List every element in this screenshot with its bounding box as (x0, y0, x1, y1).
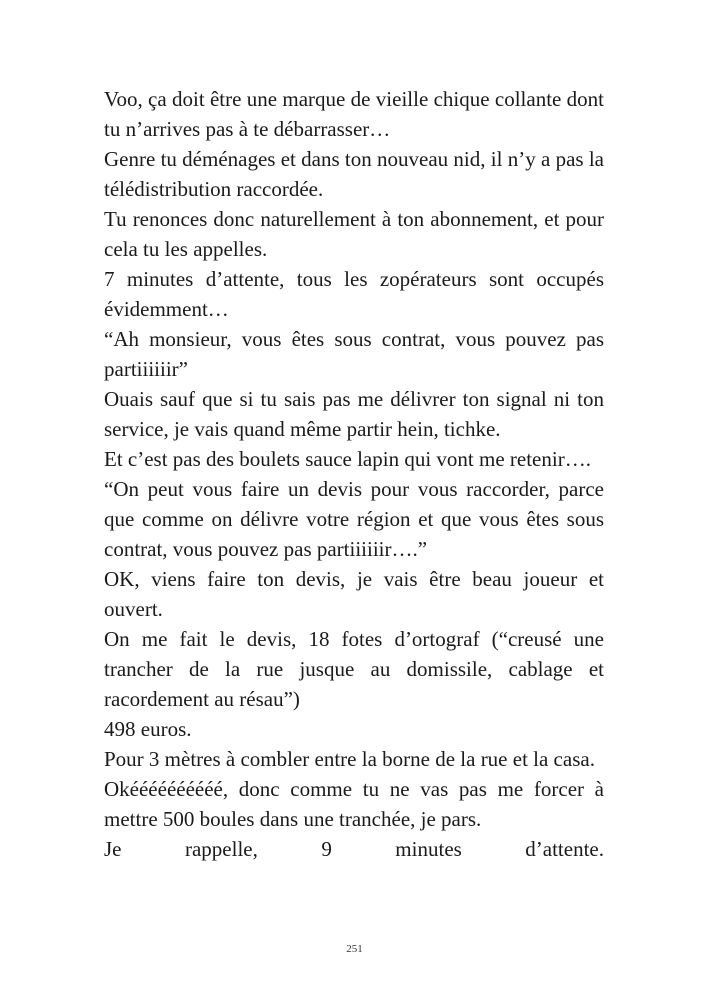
paragraph: On me fait le devis, 18 fotes d’ortograf (“creusé une trancher de la rue jusque au domissile, cablage et racordement au résau”) (104, 627, 604, 711)
paragraph: Ouais sauf que si tu sais pas me délivrer ton signal ni ton service, je vais quand même partir hein, tichke. (104, 387, 604, 441)
paragraph: 498 euros. (104, 717, 192, 741)
document-body (104, 84, 604, 864)
page-number: 251 (346, 943, 363, 955)
paragraph: Pour 3 mètres à combler entre la borne de la rue et la casa. (104, 747, 595, 771)
paragraph-continued: Je rappelle, 9 minutes d’attente. (104, 837, 604, 861)
paragraph: Voo, ça doit être une marque de vieille chique collante dont tu n’arrives pas à te débarrasser… (104, 87, 604, 141)
paragraph: OK, viens faire ton devis, je vais être beau joueur et ouvert. (104, 567, 604, 621)
paragraph: Et c’est pas des boulets sauce lapin qui vont me retenir…. (104, 447, 591, 471)
paragraph: “Ah monsieur, vous êtes sous contrat, vous pouvez pas partiiiiiir” (104, 327, 604, 381)
paragraph: Genre tu déménages et dans ton nouveau nid, il n’y a pas la télédistribution raccordée. (104, 147, 604, 201)
paragraph: Okéééééééééé, donc comme tu ne vas pas me forcer à mettre 500 boules dans une tranchée, je pars. (104, 777, 604, 831)
paragraph: Tu renonces donc naturellement à ton abonnement, et pour cela tu les appelles. (104, 207, 604, 261)
paragraph: “On peut vous faire un devis pour vous raccorder, parce que comme on délivre votre région et que vous êtes sous contrat, vous pouvez pas partiiiiiir….” (104, 477, 604, 561)
paragraph: 7 minutes d’attente, tous les zopérateurs sont occupés évidemment… (104, 267, 604, 321)
